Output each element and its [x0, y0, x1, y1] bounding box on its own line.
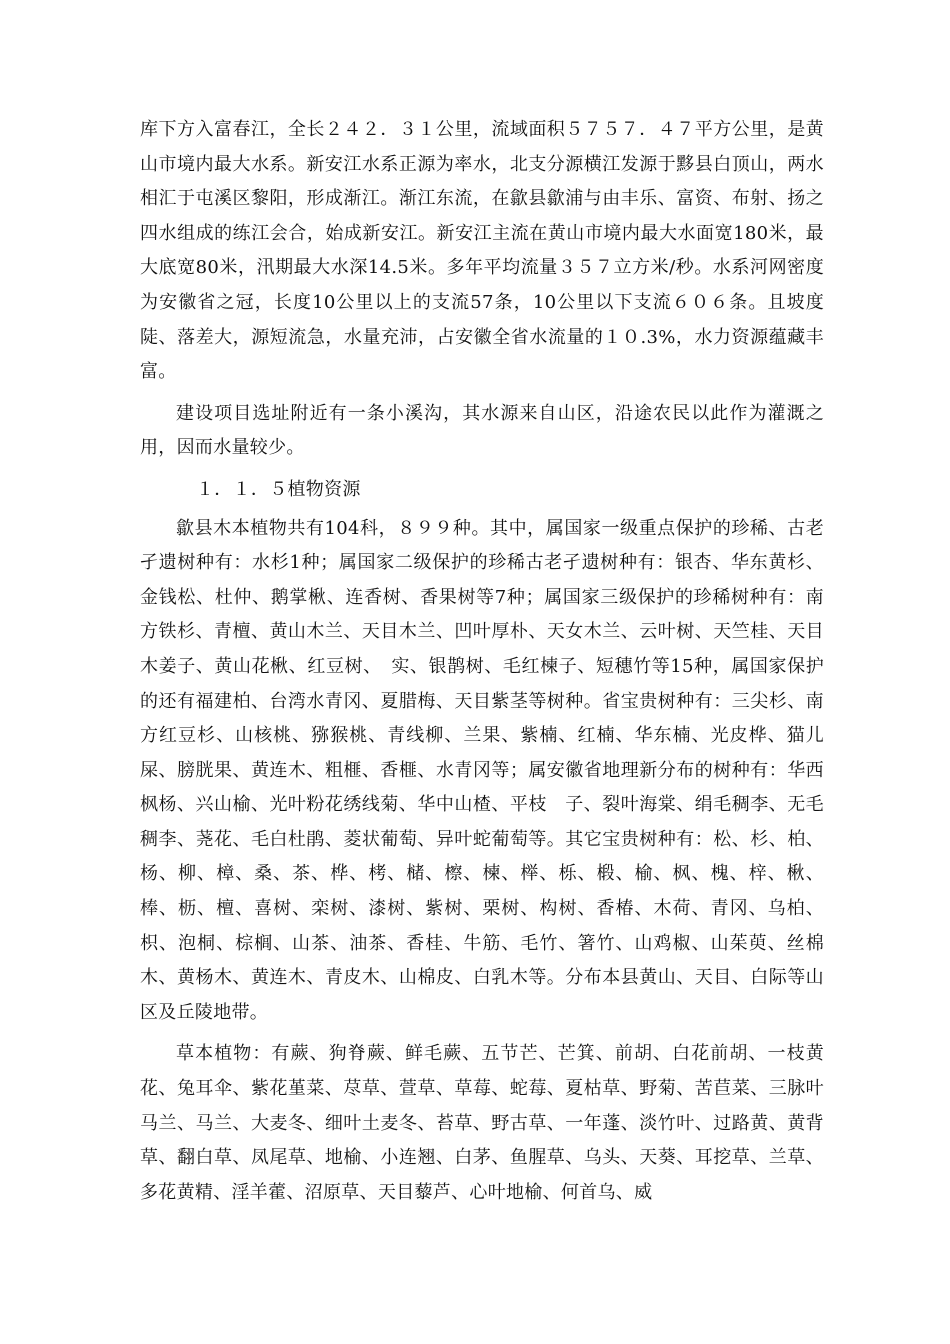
- section-heading-plant-resources: １．１．５植物资源: [196, 478, 361, 500]
- paragraph-woody-plants: 歙县木本植物共有104科，８９９种。其中，属国家一级重点保护的珍稀、古老孑遗树种有：水杉1种；属国家二级保护的珍稀古老孑遗树种有：银杏、华东黄杉、金钱松、杜仲、鹅掌楸、连香树、香果树等7种；属国家三级保护的珍稀树种有：南方铁杉、青檀、黄山木兰、天目木兰、凹叶厚朴、天女木兰、云叶树、天竺桂、天目木姜子、黄山花楸、红豆树、 实、银鹊树、毛红楝子、短穗竹等15种，属国家保护的还有福建柏、台湾水青冈、夏腊梅、天目紫茎等树种。省宝贵树种有：三尖杉、南方红豆杉、山核桃、猕猴桃、青线柳、兰果、紫楠、红楠、华东楠、光皮桦、猫儿屎、膀胱果、黄连木、粗榧、香榧、水青冈等；属安徽省地理新分布的树种有：华西枫杨、兴山榆、光叶粉花绣线菊、华中山楂、平枝 子、裂叶海棠、绢毛稠李、无毛稠李、荛花、毛白杜鹃、菱状葡萄、异叶蛇葡萄等。其它宝贵树种有：松、杉、柏、杨、柳、樟、桑、茶、桦、栲、槠、檫、楝、榉、栎、椴、榆、枫、槐、梓、楸、棒、枥、檀、喜树、栾树、漆树、紫树、栗树、构树、香椿、木荷、青冈、乌柏、枳、泡桐、棕榈、山茶、油茶、香桂、牛筋、毛竹、箸竹、山鸡椒、山茱萸、丝棉木、黄杨木、黄连木、青皮木、山棉皮、白乳木等。分布本县黄山、天目、白际等山区及丘陵地带。: [140, 517, 824, 1023]
- paragraph-water-system: 库下方入富春江，全长２４２．３１公里，流域面积５７５７．４７平方公里，是黄山市境内最大水系。新安江水系正源为率水，北支分源横江发源于黟县白顶山，两水相汇于屯溪区黎阳，形成渐江。渐江东流，在歙县歙浦与由丰乐、富资、布射、扬之四水组成的练江会合，始成新安江。新安江主流在黄山市境内最大水面宽180米，最大底宽80米，汛期最大水深14.5米。多年平均流量３５７立方米/秒。水系河网密度为安徽省之冠，长度10公里以上的支流57条，10公里以下支流６０６条。且坡度陡、落差大，源短流急，水量充沛，占安徽全省水流量的１０.3%，水力资源蕴藏丰富。: [140, 119, 824, 383]
- paragraph-stream: 建设项目选址附近有一条小溪沟，其水源来自山区，沿途农民以此作为灌溉之用，因而水量较少。: [140, 402, 824, 459]
- paragraph-herbaceous-plants: 草本植物：有蕨、狗脊蕨、鲜毛蕨、五节芒、芒箕、前胡、白花前胡、一枝黄花、兔耳伞、紫花堇菜、荩草、萱草、草莓、蛇莓、夏枯草、野菊、苦苣菜、三脉叶马兰、马兰、大麦冬、细叶土麦冬、苔草、野古草、一年蓬、淡竹叶、过路黄、黄背草、翻白草、凤尾草、地榆、小连翘、白茅、鱼腥草、乌头、天葵、耳挖草、兰草、多花黄精、淫羊藿、沼原草、天目藜芦、心叶地榆、何首乌、威: [140, 1043, 824, 1203]
